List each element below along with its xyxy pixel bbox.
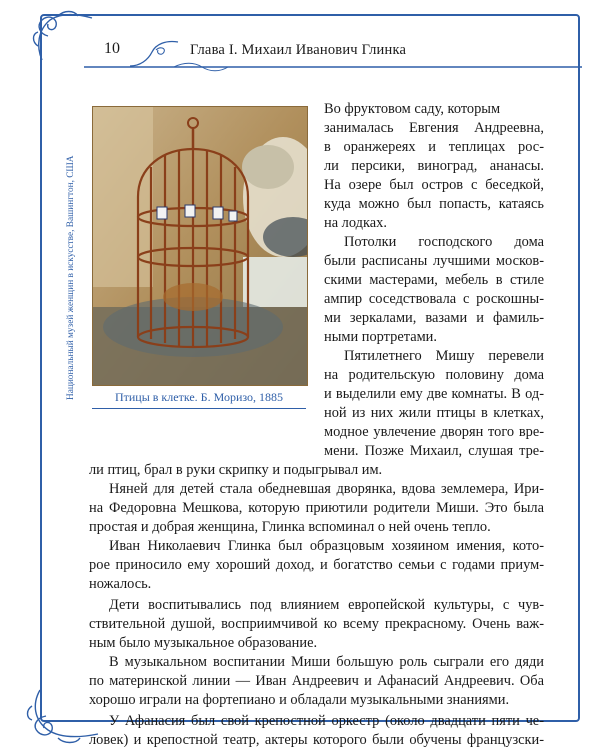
text-line: ной из них жили птицы в клетках, <box>324 405 544 421</box>
text-line: ловек) и крепостной театр, актеры которого были обучены французски- <box>89 732 544 748</box>
text-line: занималась Евгения Андреевна, <box>324 120 544 136</box>
text-line: ными портретами. <box>324 329 437 345</box>
text-line: скими мастерами, мебель в стиле <box>324 272 544 288</box>
text-line: Дети воспитывались под влиянием европейской культуры, с чув- <box>109 597 544 613</box>
text-line: ампир соседствовала с роскошны- <box>324 291 544 307</box>
text-line: по материнской линии — Иван Андреевич и Афанасий Андреевич. Оба <box>89 673 544 689</box>
text-line: ным было музыкальное образование. <box>89 635 318 651</box>
page-number: 10 <box>104 40 120 57</box>
birdcage-painting-image <box>93 107 307 385</box>
painting-birds-in-cage <box>92 106 308 386</box>
text-line: на родительскую половину дома <box>324 367 544 383</box>
text-line: в оранжереях и теплицах рос- <box>324 139 544 155</box>
text-line: на Федоровна Мешкова, которую приютили родители Миши. Это была <box>89 500 544 516</box>
text-line: на лодках. <box>324 215 387 231</box>
image-credit: Национальный музей женщин в искусстве, Вашингтон, США <box>66 155 76 400</box>
text-line: В музыкальном воспитании Миши большую роль сыграли его дяди <box>109 654 544 670</box>
text-line: хорошо играли на фортепиано и обладали музыкальными знаниями. <box>89 692 510 708</box>
text-line: Няней для детей стала обедневшая дворянка, вдова землемера, Ири- <box>109 481 544 497</box>
text-line: ствительной душой, восприимчивой ко всему прекрасному. Очень важ- <box>89 616 544 632</box>
text-line: рое приносило ему хороший доход, и богатство семьи с годами приум- <box>89 557 544 573</box>
text-line: модное увлечение дворян того вре- <box>324 424 544 440</box>
text-line: были расписаны лучшими москов- <box>324 253 544 269</box>
text-line: Иван Николаевич Глинка был образцовым хозяином имения, кото- <box>109 538 544 554</box>
text-line: ли персики, виноград, ананасы. <box>324 158 544 174</box>
text-line: ли птиц, брал в руки скрипку и подыгрывал им. <box>89 462 383 478</box>
text-line: На озере был остров с беседкой, <box>324 177 544 193</box>
running-title: Глава I. Михаил Иванович Глинка <box>190 42 407 58</box>
caption-rule <box>92 408 306 409</box>
text-line: и выделили ему две комнаты. В од- <box>324 386 544 402</box>
text-line: Потолки господского дома <box>344 234 544 250</box>
text-line: Во фруктовом саду, которым <box>324 101 501 117</box>
text-line: ми зеркалами, вазами и фамиль- <box>324 310 544 326</box>
text-line: ножалось. <box>89 576 152 592</box>
text-line: простая и добрая женщина, Глинка вспоминал о ней очень тепло. <box>89 519 491 535</box>
text-line: мени. Позже Михаил, слушая тре- <box>324 443 544 459</box>
figure-caption: Птицы в клетке. Б. Моризо, 1885 <box>114 390 284 404</box>
header-rule <box>84 60 584 74</box>
text-line: У Афанасия был свой крепостной оркестр (около двадцати пяти че- <box>109 713 544 729</box>
text-line: куда можно был попасть, катаясь <box>324 196 544 212</box>
corner-ornament-top-left <box>28 6 98 66</box>
text-line: Пятилетнего Мишу перевели <box>344 348 544 364</box>
